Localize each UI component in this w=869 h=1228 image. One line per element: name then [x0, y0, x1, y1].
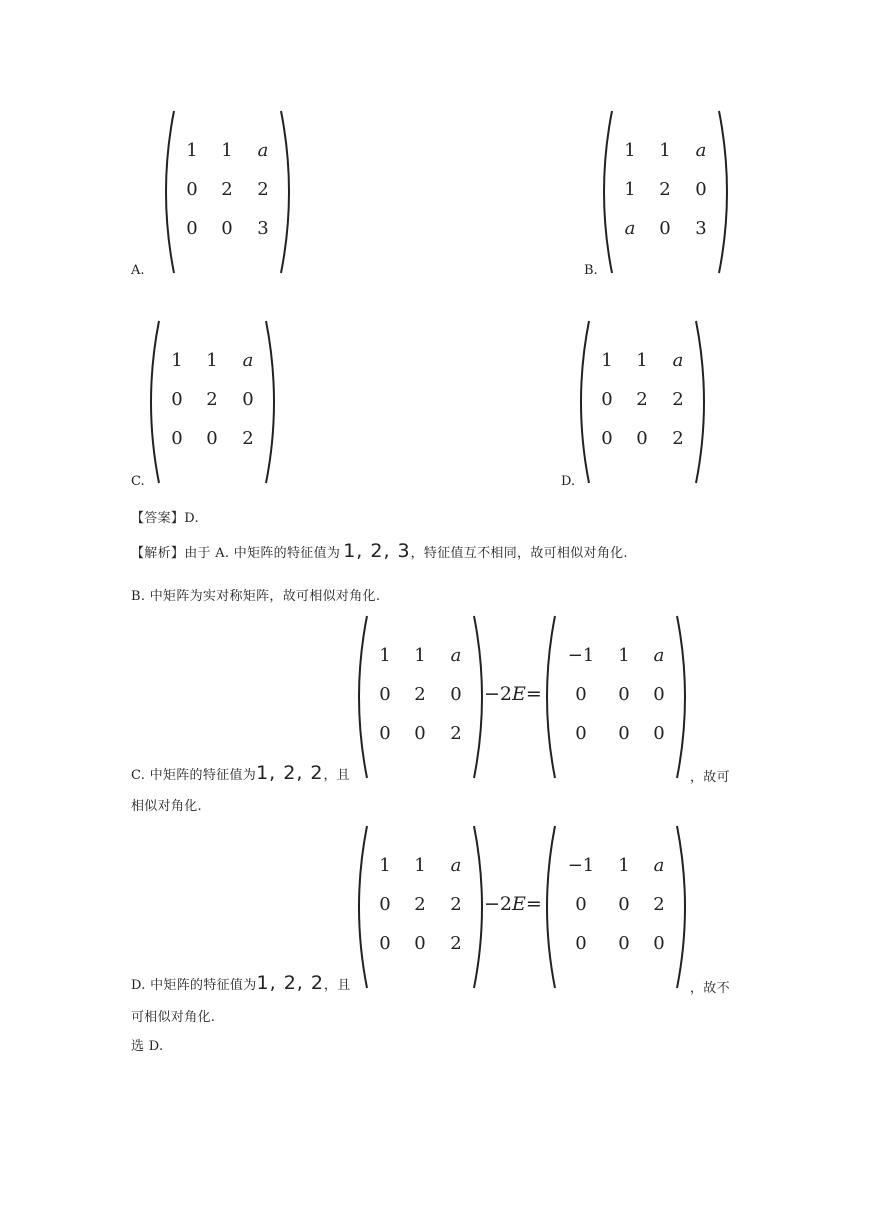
matrix-cell: 1: [186, 140, 198, 161]
matrix-cell: 0: [695, 179, 707, 200]
matrix-cell: 0: [618, 723, 630, 744]
matrix-cell: a: [695, 140, 707, 161]
matrix-cell: a: [257, 140, 269, 161]
matrix-cell: 0: [601, 428, 613, 449]
matrix-cell: 0: [575, 723, 587, 744]
matrix-cell: 3: [695, 218, 707, 239]
analysis-d-prefix: D. 中矩阵的特征值为: [131, 978, 257, 993]
matrix-cell: 0: [171, 389, 183, 410]
matrix-cell: 0: [575, 894, 587, 915]
matrix-cell: a: [653, 855, 665, 876]
matrix-cell: 0: [618, 684, 630, 705]
matrix-cell: 0: [379, 723, 391, 744]
matrix-cell: 2: [206, 389, 218, 410]
matrix-cell: 0: [171, 428, 183, 449]
answer-line: 【答案】D.: [131, 511, 199, 526]
matrix-option-d: [575, 318, 710, 486]
matrix-cell: 2: [257, 179, 269, 200]
option-d-label: D.: [561, 474, 576, 489]
matrix-cell: a: [242, 350, 254, 371]
matrix-cell: 0: [414, 723, 426, 744]
matrix-cell: 1: [379, 645, 391, 666]
matrix-cell: 1: [414, 645, 426, 666]
matrix-cell: 0: [206, 428, 218, 449]
analysis-a-prefix: 【解析】由于 A. 中矩阵的特征值为: [131, 546, 341, 561]
matrix-cell: 0: [618, 894, 630, 915]
matrix-cell: 0: [414, 933, 426, 954]
matrix-cell: a: [450, 645, 462, 666]
matrix-cell: 1: [618, 645, 630, 666]
matrix-cell: 0: [601, 389, 613, 410]
matrix-cell: a: [653, 645, 665, 666]
matrix-cell: 0: [575, 933, 587, 954]
option-a-label: A.: [131, 263, 145, 278]
matrix-c-right: [541, 613, 691, 781]
analysis-d-and: ，且: [323, 978, 351, 993]
matrix-d-left: [353, 823, 488, 991]
matrix-cell: 2: [414, 684, 426, 705]
matrix-cell: 2: [672, 389, 684, 410]
analysis-d-cont: 可相似对角化.: [131, 1010, 216, 1025]
matrix-cell: 3: [257, 218, 269, 239]
analysis-d-suffix: ，故不: [690, 981, 730, 996]
matrix-cell: 0: [575, 684, 587, 705]
matrix-cell: 0: [221, 218, 233, 239]
matrix-cell: 2: [221, 179, 233, 200]
eigenvalues-a: 1, 2, 3: [343, 540, 411, 562]
option-c-label: C.: [131, 474, 145, 489]
matrix-cell: 2: [659, 179, 671, 200]
eigenvalues-d: 1, 2, 2: [256, 972, 324, 994]
matrix-cell: −1: [567, 645, 595, 666]
matrix-c-left: [353, 613, 488, 781]
matrix-cell: 0: [379, 933, 391, 954]
matrix-cell: a: [672, 350, 684, 371]
matrix-option-a: [160, 108, 295, 276]
analysis-line-b: B. 中矩阵为实对称矩阵，故可相似对角化.: [131, 589, 381, 604]
matrix-option-b: [598, 108, 733, 276]
analysis-line-d: [131, 972, 351, 994]
matrix-cell: 1: [601, 350, 613, 371]
matrix-cell: −1: [567, 855, 595, 876]
matrix-cell: 0: [186, 179, 198, 200]
matrix-cell: 2: [450, 933, 462, 954]
analysis-line-a: [131, 540, 628, 562]
matrix-cell: 2: [414, 894, 426, 915]
matrix-cell: a: [624, 218, 636, 239]
matrix-cell: 0: [659, 218, 671, 239]
matrix-option-c: [145, 318, 280, 486]
analysis-c-and: ，且: [323, 768, 351, 783]
analysis-c-prefix: C. 中矩阵的特征值为: [131, 768, 257, 783]
matrix-cell: 1: [636, 350, 648, 371]
matrix-cell: 2: [636, 389, 648, 410]
minus-2e-operator: −2E=: [484, 683, 542, 705]
analysis-a-suffix: ，特征值互不相同，故可相似对角化.: [410, 546, 628, 561]
option-b-label: B.: [584, 263, 598, 278]
analysis-c-suffix: ，故可: [690, 770, 730, 785]
matrix-cell: 0: [242, 389, 254, 410]
matrix-cell: 1: [624, 140, 636, 161]
matrix-cell: 0: [653, 723, 665, 744]
matrix-cell: 1: [206, 350, 218, 371]
matrix-cell: 0: [186, 218, 198, 239]
matrix-cell: 0: [636, 428, 648, 449]
matrix-cell: 2: [242, 428, 254, 449]
matrix-d-right: [541, 823, 691, 991]
matrix-cell: 2: [653, 894, 665, 915]
matrix-cell: 0: [379, 894, 391, 915]
conclusion-line: 选 D.: [131, 1039, 164, 1054]
matrix-cell: 1: [171, 350, 183, 371]
matrix-cell: 1: [618, 855, 630, 876]
matrix-cell: 0: [618, 933, 630, 954]
minus-2e-operator: −2E=: [484, 893, 542, 915]
matrix-cell: 2: [672, 428, 684, 449]
matrix-cell: 1: [414, 855, 426, 876]
analysis-line-c: [131, 762, 350, 784]
matrix-cell: 0: [653, 933, 665, 954]
matrix-cell: 0: [653, 684, 665, 705]
matrix-cell: a: [450, 855, 462, 876]
analysis-c-cont: 相似对角化.: [131, 799, 202, 814]
matrix-cell: 1: [659, 140, 671, 161]
matrix-cell: 0: [379, 684, 391, 705]
matrix-cell: 1: [379, 855, 391, 876]
matrix-cell: 1: [221, 140, 233, 161]
matrix-cell: 2: [450, 894, 462, 915]
matrix-cell: 1: [624, 179, 636, 200]
eigenvalues-c: 1, 2, 2: [256, 762, 324, 784]
matrix-cell: 2: [450, 723, 462, 744]
matrix-cell: 0: [450, 684, 462, 705]
